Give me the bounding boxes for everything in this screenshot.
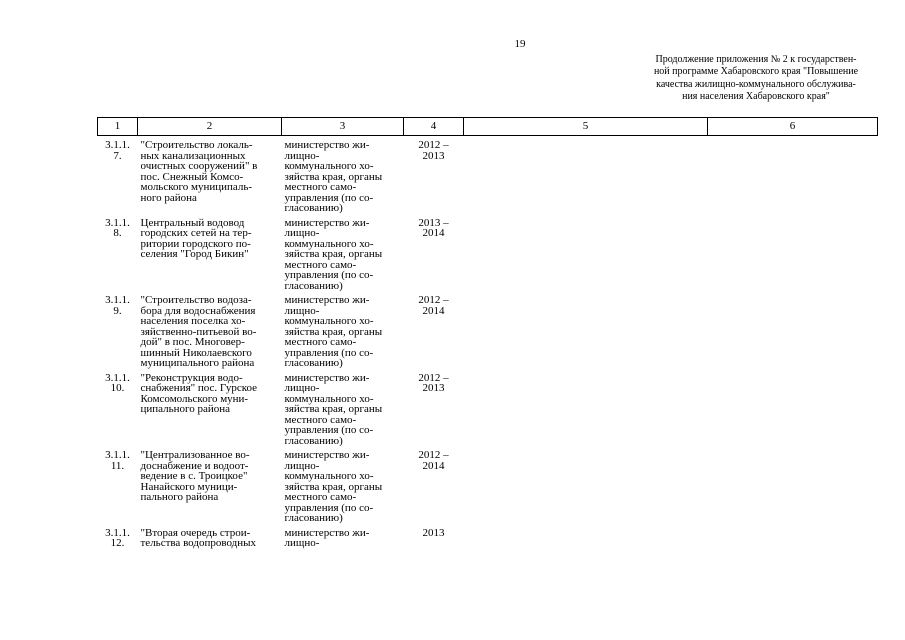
item-name-line: ного района [140,191,197,204]
item-executor-line: зяйства края, органы [284,248,383,260]
item-executor-line: коммунального хо- [284,160,374,172]
empty-cell [464,446,708,524]
item-executor-line: министерство жи- [284,449,370,461]
item-name-cell [138,369,282,447]
item-term-line: 2014 [422,304,445,317]
item-term-cell [404,446,464,524]
item-name-line: очистных сооружений" в [140,160,258,172]
item-name-line: ципального района [140,403,231,415]
item-name-line: Центральный водовод [140,216,245,229]
item-term-cell [404,136,464,214]
column-header: 5 [464,118,708,136]
item-executor-line: гласованию) [284,512,343,524]
item-number-cell [98,446,138,524]
empty-cell [708,524,878,552]
item-executor-cell [282,446,404,524]
item-name-line: городских сетей на тер- [140,227,252,239]
item-executor-line: местного само- [284,181,357,193]
item-term-line: 2013 [422,382,445,394]
column-header: 3 [282,118,404,136]
item-term-line: 2013 – [418,216,449,229]
item-number-line: 3.1.1. [105,294,130,306]
item-term-line: 2012 – [418,449,449,461]
item-name-line: Нанайского муници- [140,480,238,493]
program-table [97,117,878,552]
item-name-cell [138,291,282,369]
table-row [98,524,878,552]
item-executor-line: местного само- [284,491,357,503]
appendix-note-line: ной программе Хабаровского края "Повышение [653,66,859,78]
empty-cell [464,524,708,552]
item-name-line: пального района [140,491,219,503]
item-number-line: 7. [113,149,122,162]
empty-cell [708,369,878,447]
item-executor-line: управления (по со- [284,346,374,359]
item-name-cell [138,214,282,292]
item-executor-line: министерство жи- [284,139,370,151]
item-executor-line: министерство жи- [284,371,370,384]
item-executor-line: коммунального хо- [284,315,374,327]
item-name-line: "Вторая очередь строи- [140,526,251,539]
item-number-line: 12. [110,537,125,549]
empty-cell [464,369,708,447]
item-number-cell [98,214,138,292]
item-term-line: 2012 – [418,294,449,306]
item-name-cell [138,446,282,524]
item-term-line: 2013 [422,149,445,162]
item-executor-line: министерство жи- [284,294,370,306]
item-number-line: 3.1.1. [105,139,130,151]
appendix-note-line: ния населения Хабаровского края" [682,91,830,103]
item-executor-line: гласованию) [284,434,343,447]
item-executor-line: зяйства края, органы [284,403,383,415]
item-executor-line: министерство жи- [284,526,370,539]
item-number-line: 8. [113,227,122,239]
item-executor-cell [282,369,404,447]
item-number-cell [98,136,138,214]
item-name-line: населения поселка хо- [140,315,246,327]
item-term-cell [404,524,464,552]
item-number-line: 3.1.1. [105,449,130,461]
item-executor-cell [282,136,404,214]
item-executor-line: гласованию) [284,357,343,369]
item-executor-line: лищно- [284,459,320,472]
item-name-line: зяйственно-питьевой во- [140,325,257,338]
item-number-line: 10. [110,382,125,394]
item-term-line: 2012 – [418,139,449,151]
item-executor-line: зяйства края, органы [284,325,383,338]
item-executor-cell [282,524,404,552]
item-executor-line: лищно- [284,304,320,317]
table-body [98,136,878,552]
column-header: 6 [708,118,878,136]
item-executor-line: гласованию) [284,279,343,292]
item-number-line: 3.1.1. [105,216,130,229]
empty-cell [708,214,878,292]
item-name-line: селения "Город Бикин" [140,248,249,260]
item-name-line: дой" в пос. Многовер- [140,336,245,348]
empty-cell [464,214,708,292]
column-header: 4 [404,118,464,136]
item-executor-line: лищно- [284,382,320,394]
item-number-cell [98,524,138,552]
item-executor-cell [282,291,404,369]
item-name-line: пос. Снежный Комсо- [140,170,244,183]
table-row [98,369,878,447]
item-name-cell [138,136,282,214]
page-number: 19 [514,38,526,50]
item-executor-line: местного само- [284,336,357,348]
item-term-line: 2012 – [418,371,449,384]
item-term-cell [404,369,464,447]
item-executor-line: управления (по со- [284,501,374,514]
item-executor-line: местного само- [284,413,357,426]
item-name-line: ведение в с. Троицкое" [140,470,248,482]
item-name-line: Комсомольского муни- [140,392,249,405]
item-name-line: мольского муниципаль- [140,181,253,193]
item-term-cell [404,214,464,292]
table-header-row [98,118,878,136]
appendix-note [615,54,897,104]
item-executor-line: коммунального хо- [284,237,374,250]
item-name-line: доснабжение и водоот- [140,459,249,472]
empty-cell [708,446,878,524]
item-executor-line: управления (по со- [284,424,374,436]
item-executor-cell [282,214,404,292]
item-number-line: 11. [110,459,125,472]
item-executor-line: коммунального хо- [284,392,374,405]
table-row [98,136,878,214]
item-executor-line: лищно- [284,537,320,549]
empty-cell [464,291,708,369]
item-term-cell [404,291,464,369]
item-executor-line: гласованию) [284,202,343,214]
item-number-cell [98,369,138,447]
empty-cell [464,136,708,214]
item-name-line: "Строительство локаль- [140,139,253,151]
item-term-line: 2014 [422,459,445,472]
empty-cell [708,136,878,214]
table-row [98,446,878,524]
item-name-line: "Строительство водоза- [140,294,252,306]
item-executor-line: зяйства края, органы [284,480,383,493]
item-name-cell [138,524,282,552]
item-term-line: 2013 [422,526,445,539]
item-name-line: снабжения" пос. Гурское [140,382,258,394]
item-executor-line: коммунального хо- [284,470,374,482]
column-header: 2 [138,118,282,136]
item-name-line: шинный Николаевского [140,346,252,359]
item-executor-line: зяйства края, органы [284,170,383,183]
item-name-line: муниципального района [140,357,255,369]
item-name-line: тельства водопроводных [140,537,257,549]
item-number-line: 9. [113,304,122,317]
item-executor-line: министерство жи- [284,216,370,229]
item-name-line: "Централизованное во- [140,449,250,461]
item-name-line: "Реконструкция водо- [140,371,243,384]
item-number-cell [98,291,138,369]
appendix-note-line: качества жилищно-коммунального обслужива- [656,78,856,90]
item-name-line: бора для водоснабжения [140,304,256,317]
item-term-line: 2014 [422,227,445,239]
item-name-line: ных канализационных [140,149,246,162]
item-name-line: ритории городского по- [140,237,251,250]
item-executor-line: управления (по со- [284,191,374,204]
item-number-line: 3.1.1. [105,526,130,539]
item-executor-line: управления (по со- [284,269,374,281]
empty-cell [708,291,878,369]
table-row [98,291,878,369]
table-row [98,214,878,292]
column-header: 1 [98,118,138,136]
item-executor-line: лищно- [284,149,320,162]
item-number-line: 3.1.1. [105,371,130,384]
item-executor-line: лищно- [284,227,320,239]
item-executor-line: местного само- [284,258,357,271]
appendix-note-line: Продолжение приложения № 2 к государствен- [655,54,857,65]
